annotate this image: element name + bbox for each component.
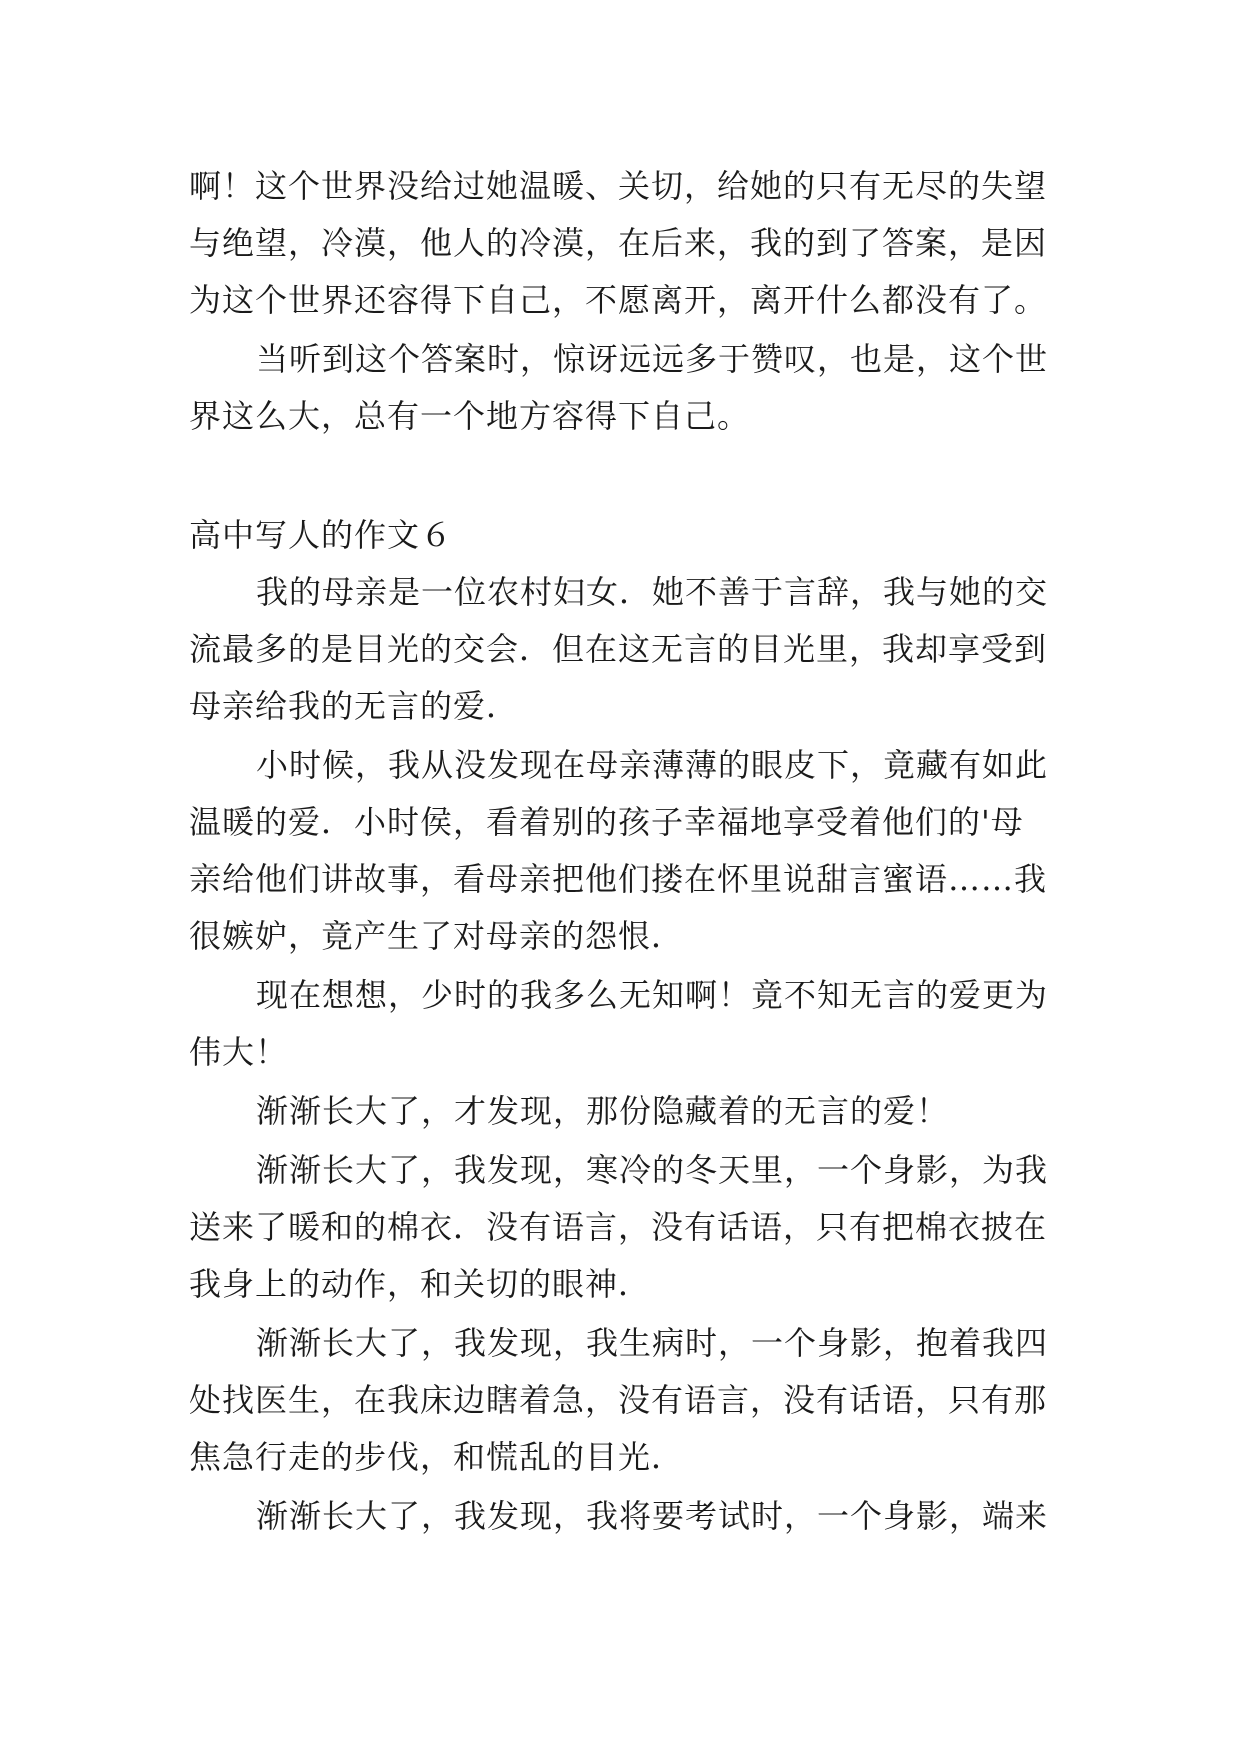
section-heading: 高中写人的作文６ [189,516,454,554]
text-line: 母亲给我的无言的爱． [189,687,520,725]
text-line: 当听到这个答案时，惊讶远远多于赞叹，也是，这个世 [256,340,1049,378]
text-line: 界这么大，总有一个地方容得下自己。 [189,397,751,435]
text-line: 小时候，我从没发现在母亲薄薄的眼皮下，竟藏有如此 [256,746,1049,784]
text-line: 送来了暖和的棉衣．没有语言，没有话语，只有把棉衣披在 [189,1208,1048,1246]
text-line: 与绝望，冷漠，他人的冷漠，在后来，我的到了答案，是因 [189,224,1048,262]
text-line: 渐渐长大了，我发现，我生病时，一个身影，抱着我四 [256,1324,1049,1362]
text-line: 我身上的动作，和关切的眼神． [189,1265,652,1303]
text-line: 处找医生，在我床边瞎着急，没有语言，没有话语，只有那 [189,1381,1048,1419]
text-line: 亲给他们讲故事，看母亲把他们搂在怀里说甜言蜜语……我 [189,860,1048,898]
text-line: 很嫉妒，竟产生了对母亲的怨恨． [189,917,685,955]
text-line: 焦急行走的步伐，和慌乱的目光． [189,1438,685,1476]
text-line: 我的母亲是一位农村妇女．她不善于言辞，我与她的交 [256,573,1049,611]
text-line: 现在想想，少时的我多么无知啊！竟不知无言的爱更为 [256,976,1049,1014]
text-line: 伟大！ [189,1033,289,1071]
text-line: 渐渐长大了，我发现，我将要考试时，一个身影，端来 [256,1497,1049,1535]
text-line: 为这个世界还容得下自己，不愿离开，离开什么都没有了。 [189,281,1048,319]
text-line: 温暖的爱．小时侯，看着别的孩子幸福地享受着他们的'母 [189,803,1024,841]
text-line: 啊！这个世界没给过她温暖、关切，给她的只有无尽的失望 [189,167,1048,205]
text-line: 渐渐长大了，我发现，寒冷的冬天里，一个身影，为我 [256,1151,1049,1189]
text-line: 流最多的是目光的交会．但在这无言的目光里，我却享受到 [189,630,1048,668]
text-line: 渐渐长大了，才发现，那份隐藏着的无言的爱！ [256,1092,950,1130]
